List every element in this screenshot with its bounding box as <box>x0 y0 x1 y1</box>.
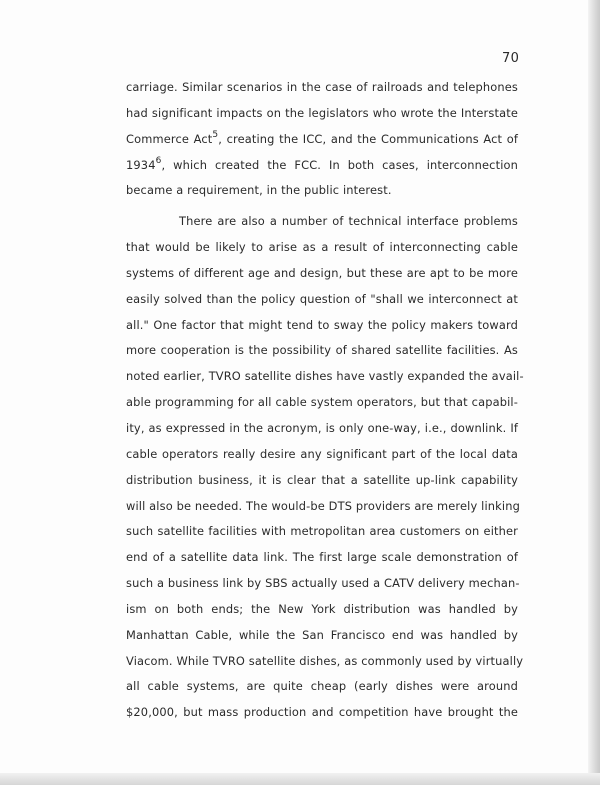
paragraph-1-line-4 <box>126 153 518 179</box>
paragraph-2-line-3: systems of different age and design, but these are apt to be more <box>126 265 518 280</box>
paragraph-2-line-17: Manhattan Cable, while the San Francisco end was handled by <box>126 627 518 642</box>
paragraph-2-line-15: such a business link by SBS actually used a CATV delivery mechan- <box>126 576 520 591</box>
paragraph-2-line-1: There are also a number of technical interface problems <box>179 214 518 229</box>
paragraph-2-line-16: ism on both ends; the New York distribution was handled by <box>126 601 518 616</box>
paragraph-1-line-3 <box>126 127 518 153</box>
footnote-6-marker: 6 <box>155 155 162 166</box>
page-number: 70 <box>502 51 520 66</box>
paragraph-1-line-5: became a requirement, in the public interest. <box>126 183 392 198</box>
paragraph-1-line-1: carriage. Similar scenarios in the case of railroads and telephones <box>126 80 518 94</box>
paragraph-2-line-5: all." One factor that might tend to sway the policy makers toward <box>126 317 518 332</box>
paragraph-1 <box>126 75 518 204</box>
paragraph-2-line-6: more cooperation is the possibility of shared satellite facilities. As <box>126 343 518 358</box>
paragraph-2-line-8: able programming for all cable system operators, but that capabil- <box>126 395 518 410</box>
paragraph-2-line-10: cable operators really desire any significant part of the local data <box>126 446 518 461</box>
page-bottom-edge-shadow <box>0 773 600 785</box>
paragraph-1-line-4-text-b: , which created the FCC. In both cases, interconnection <box>161 157 518 172</box>
paragraph-2-line-9: ity, as expressed in the acronym, is only one-way, i.e., downlink. If <box>126 420 518 435</box>
paragraph-2-line-7: noted earlier, TVRO satellite dishes have vastly expanded the avail- <box>126 369 524 384</box>
paragraph-2-line-2: that would be likely to arise as a result of interconnecting cable <box>126 240 518 255</box>
paragraph-2 <box>126 209 524 726</box>
body-text <box>126 75 524 726</box>
paragraph-1-line-4-text-a: 1934 <box>126 157 156 172</box>
paragraph-2-line-14: end of a satellite data link. The first large scale demonstration of <box>126 550 518 565</box>
paragraph-2-line-4: easily solved than the policy question of "shall we interconnect at <box>126 291 518 306</box>
paragraph-2-line-11: distribution business, it is clear that a satellite up-link capability <box>126 472 518 487</box>
paragraph-2-line-12: will also be needed. The would-be DTS providers are merely linking <box>126 498 520 513</box>
paragraph-2-line-20: $20,000, but mass production and competition have brought the <box>126 705 518 720</box>
paragraph-2-line-18: Viacom. While TVRO satellite dishes, as commonly used by virtually <box>126 653 524 668</box>
paragraph-1-line-3-text-b: , creating the ICC, and the Communications Act of <box>218 131 518 146</box>
paragraph-1-line-3-text-a: Commerce Act <box>126 131 213 146</box>
footnote-5-marker: 5 <box>212 129 219 140</box>
page-right-edge-shadow <box>588 0 600 785</box>
paragraph-2-line-19: all cable systems, are quite cheap (early dishes were around <box>126 679 518 694</box>
paragraph-2-line-13: such satellite facilities with metropolitan area customers on either <box>126 524 518 539</box>
paragraph-1-line-2: had significant impacts on the legislators who wrote the Interstate <box>126 105 518 120</box>
